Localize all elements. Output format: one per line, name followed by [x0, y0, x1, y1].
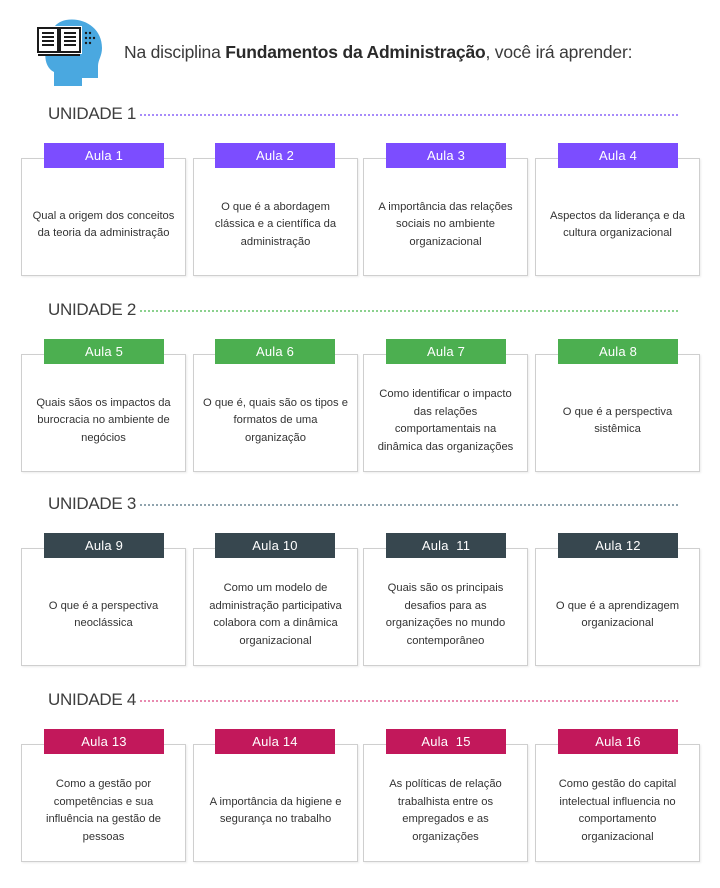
lesson-card — [193, 354, 358, 472]
lesson-card — [535, 744, 700, 862]
header-suffix: , você irá aprender: — [485, 42, 633, 62]
lesson-description: As políticas de relação trabalhista entre os empregados e as organizações — [389, 778, 502, 843]
lesson-tab: Aula 4 — [558, 143, 678, 168]
lesson-description: O que é, quais são os tipos e formatos de uma organização — [203, 396, 348, 444]
lesson-card — [363, 744, 528, 862]
lesson-tab: Aula 9 — [44, 533, 164, 558]
lesson-description: Como identificar o impacto das relações comportamentais na dinâmica das organizações — [377, 388, 514, 453]
lesson-description: Como gestão do capital intelectual influencia no comportamento organizacional — [558, 778, 677, 843]
unit-divider — [140, 114, 678, 116]
lesson-tab: Aula 8 — [558, 339, 678, 364]
lesson-card — [193, 158, 358, 276]
lesson-description: Quais sãos os impactos da burocracia no ambiente de negócios — [36, 396, 171, 444]
lesson-tab: Aula 7 — [386, 339, 506, 364]
unit-title: UNIDADE 4 — [48, 690, 136, 709]
lesson-tab: Aula 3 — [386, 143, 506, 168]
lesson-description: Qual a origem dos conceitos da teoria da administração — [32, 209, 175, 239]
lesson-description: Como a gestão por competências e sua influência na gestão de pessoas — [45, 778, 162, 843]
lesson-tab: Aula 6 — [215, 339, 335, 364]
lesson-tab: Aula 2 — [215, 143, 335, 168]
page-header — [36, 18, 696, 88]
lesson-tab: Aula 15 — [386, 729, 506, 754]
head-book-icon — [36, 18, 108, 88]
header-prefix: Na disciplina — [124, 42, 226, 62]
lesson-tab: Aula 5 — [44, 339, 164, 364]
lesson-tab: Aula 1 — [44, 143, 164, 168]
header-title — [124, 42, 632, 63]
lesson-card — [535, 354, 700, 472]
unit-title: UNIDADE 3 — [48, 494, 136, 513]
unit-divider — [140, 504, 678, 506]
unit-divider — [140, 700, 678, 702]
lesson-description: O que é a perspectiva sistêmica — [562, 405, 673, 435]
lesson-card — [363, 158, 528, 276]
course-name: Fundamentos da Administração — [225, 42, 486, 62]
unit-title: UNIDADE 1 — [48, 104, 136, 123]
lesson-card — [363, 354, 528, 472]
lesson-card — [193, 548, 358, 666]
lesson-tab: Aula 11 — [386, 533, 506, 558]
lesson-description: O que é a aprendizagem organizacional — [555, 599, 680, 629]
lesson-description: O que é a perspectiva neoclássica — [48, 599, 159, 629]
lesson-card — [21, 354, 186, 472]
lesson-description: Como um modelo de administração participativa colabora com a dinâmica organizacional — [209, 582, 342, 647]
lesson-tab: Aula 16 — [558, 729, 678, 754]
lesson-tab: Aula 13 — [44, 729, 164, 754]
lesson-description: Aspectos da liderança e da cultura organizacional — [550, 209, 685, 239]
lesson-card — [21, 548, 186, 666]
lesson-tab: Aula 14 — [215, 729, 335, 754]
lesson-card — [535, 158, 700, 276]
lesson-card — [21, 744, 186, 862]
lesson-description: A importância da higiene e segurança no trabalho — [209, 795, 342, 825]
lesson-card — [193, 744, 358, 862]
lesson-description: A importância das relações sociais no ambiente organizacional — [378, 200, 513, 248]
lesson-description: Quais são os principais desafios para as organizações no mundo contemporâneo — [385, 582, 506, 647]
lesson-description: O que é a abordagem clássica e a científica da administração — [214, 200, 337, 248]
lesson-card — [363, 548, 528, 666]
unit-divider — [140, 310, 678, 312]
lesson-card — [535, 548, 700, 666]
unit-title: UNIDADE 2 — [48, 300, 136, 319]
lesson-tab: Aula 12 — [558, 533, 678, 558]
lesson-card — [21, 158, 186, 276]
lesson-tab: Aula 10 — [215, 533, 335, 558]
